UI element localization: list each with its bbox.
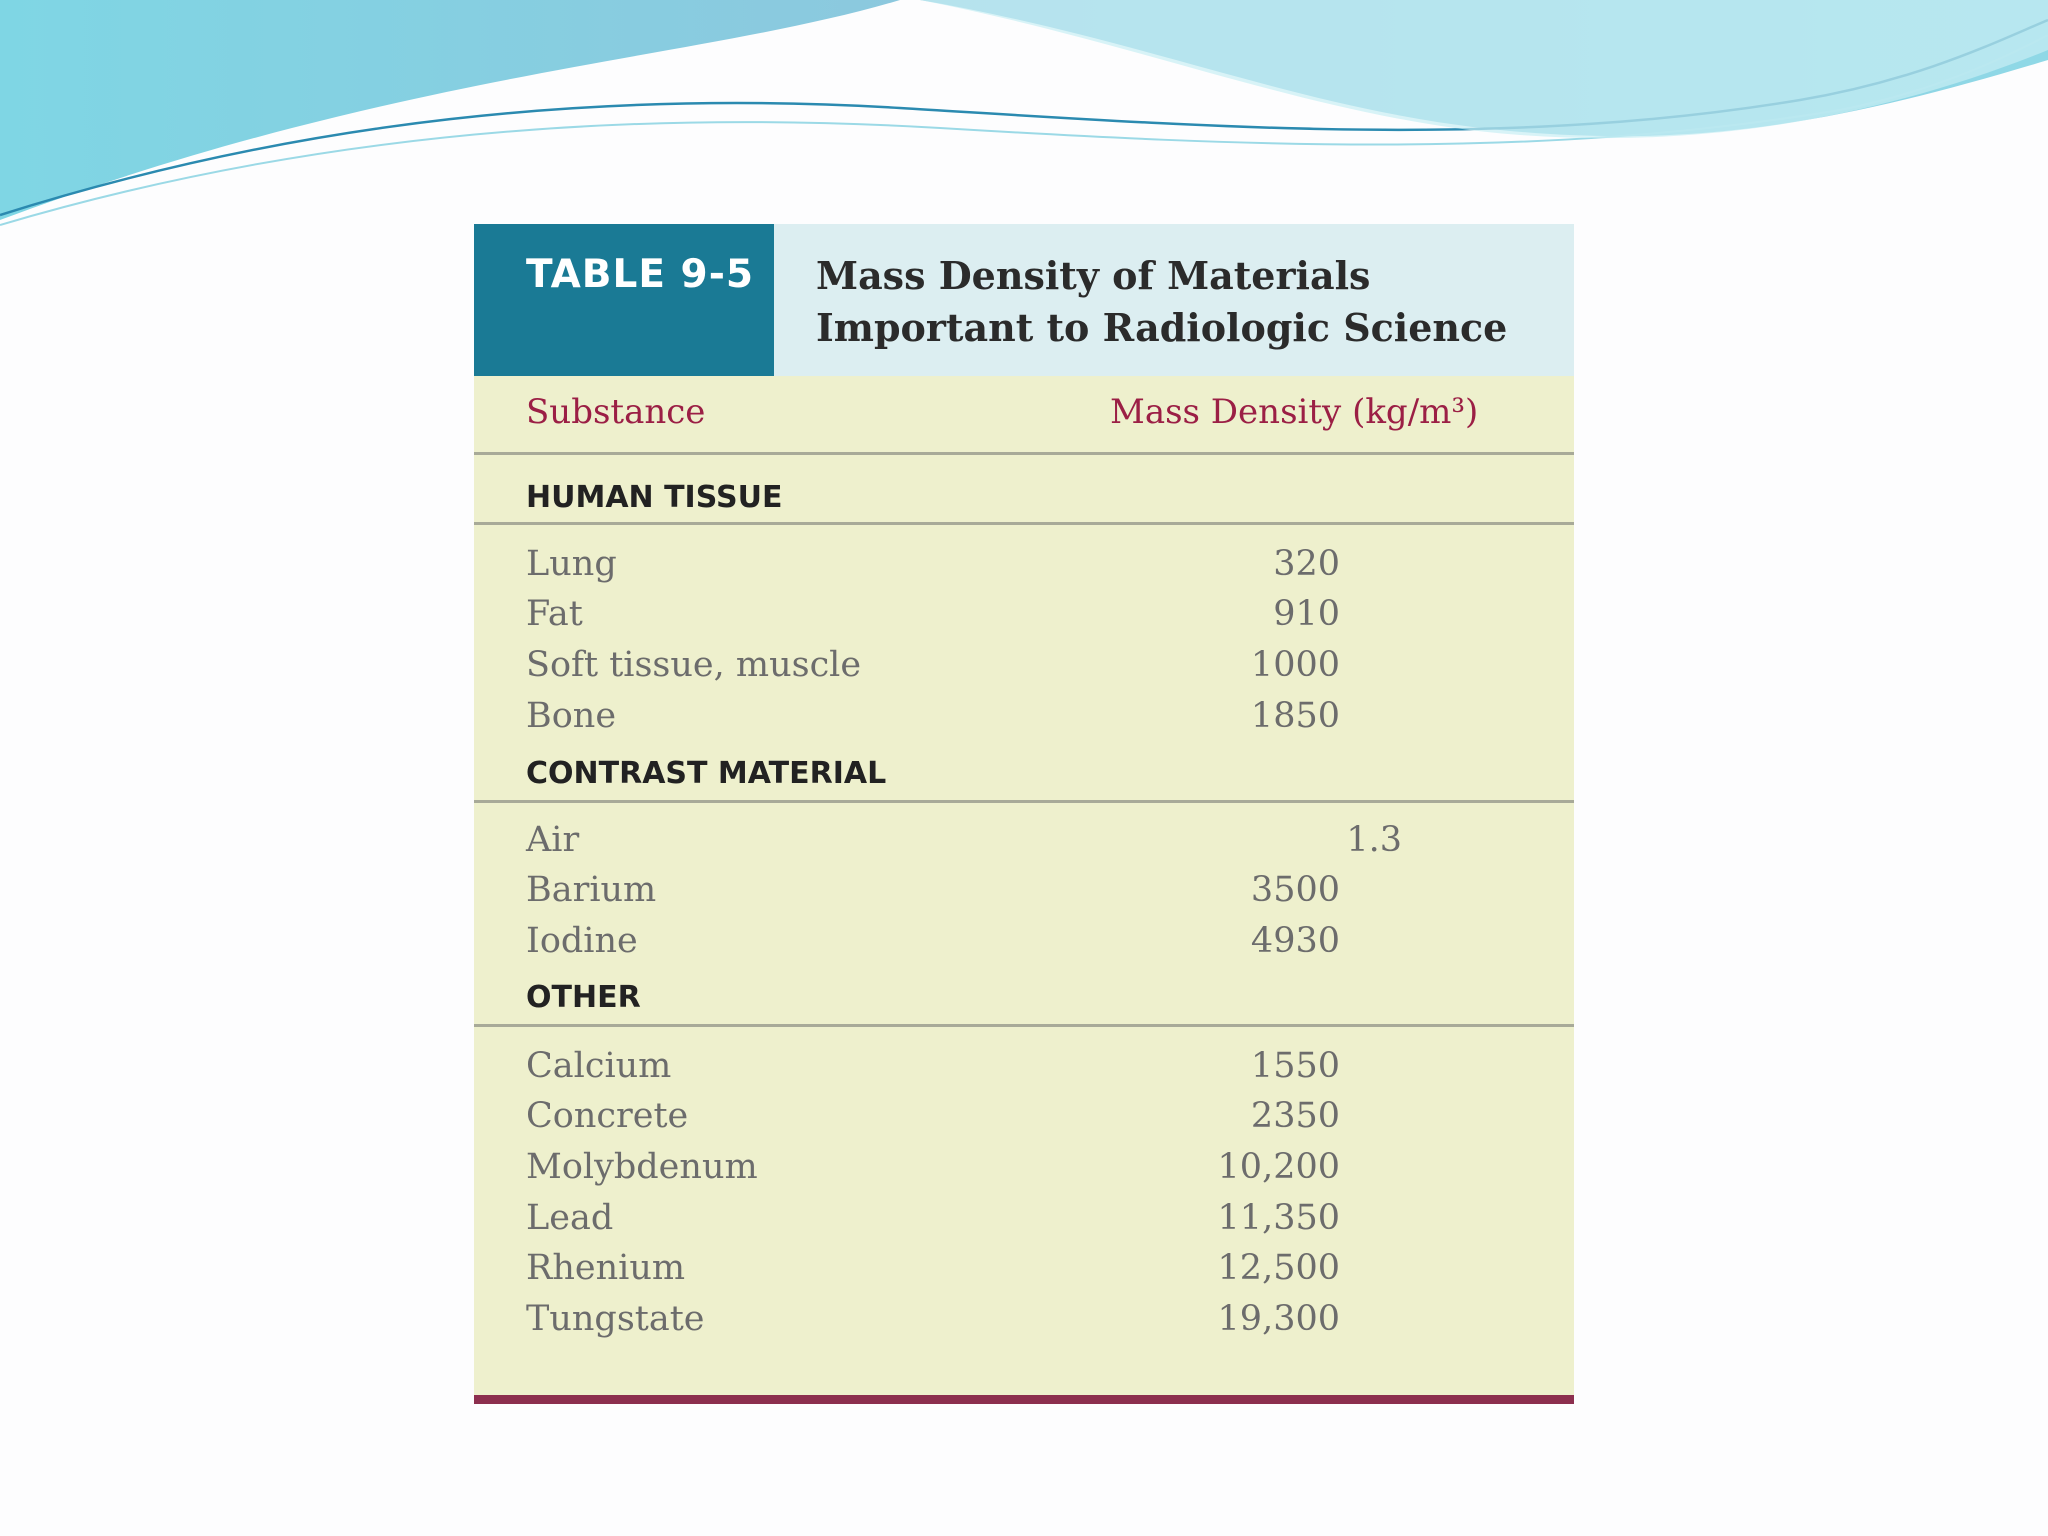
table-row [474,1046,1574,1096]
table-row [474,921,1574,971]
substance-name: Fat [526,594,583,634]
table-row [474,1147,1574,1197]
density-table [474,224,1574,1404]
section-heading-human-tissue: HUMAN TISSUE [526,480,783,515]
density-value: 11,350 [1217,1198,1340,1238]
substance-name: Rhenium [526,1248,686,1288]
column-header-substance: Substance [526,392,706,432]
density-value: 1550 [1250,1046,1340,1086]
density-value: 1850 [1250,696,1340,736]
section-divider [474,800,1574,803]
substance-name: Tungstate [526,1299,705,1339]
header-divider [474,452,1574,455]
column-header-density: Mass Density (kg/m³) [1110,392,1479,432]
density-value: 3500 [1250,870,1340,910]
substance-name: Iodine [526,921,638,961]
table-bottom-rule [474,1395,1574,1404]
table-row [474,1096,1574,1146]
table-row [474,1198,1574,1248]
table-row [474,820,1574,870]
table-row [474,544,1574,594]
density-value: 2350 [1250,1096,1340,1136]
substance-name: Soft tissue, muscle [526,645,862,685]
substance-name: Concrete [526,1096,689,1136]
substance-name: Barium [526,870,657,910]
density-value: 19,300 [1217,1299,1340,1339]
table-row [474,696,1574,746]
table-row [474,594,1574,644]
section-divider [474,522,1574,525]
substance-name: Air [526,820,580,860]
section-divider [474,1024,1574,1027]
table-row [474,1248,1574,1298]
table-title-bar [474,224,1574,376]
table-number-box [474,224,774,376]
density-value: 10,200 [1217,1147,1340,1187]
table-title: Mass Density of Materials Important to Radiologic Science [816,253,1508,350]
substance-name: Lead [526,1198,614,1238]
section-heading-contrast-material: CONTRAST MATERIAL [526,756,887,791]
table-row [474,1299,1574,1349]
density-value: 1.3 [1346,820,1402,860]
table-number: TABLE 9-5 [526,252,755,297]
density-value: 4930 [1250,921,1340,961]
density-value: 12,500 [1217,1248,1340,1288]
density-value: 1000 [1250,645,1340,685]
wave-decoration [0,0,2048,240]
substance-name: Calcium [526,1046,672,1086]
substance-name: Bone [526,696,617,736]
substance-name: Lung [526,544,617,584]
table-row [474,870,1574,920]
density-value: 320 [1273,544,1340,584]
section-heading-other: OTHER [526,980,641,1015]
substance-name: Molybdenum [526,1147,758,1187]
table-row [474,645,1574,695]
density-value: 910 [1273,594,1340,634]
